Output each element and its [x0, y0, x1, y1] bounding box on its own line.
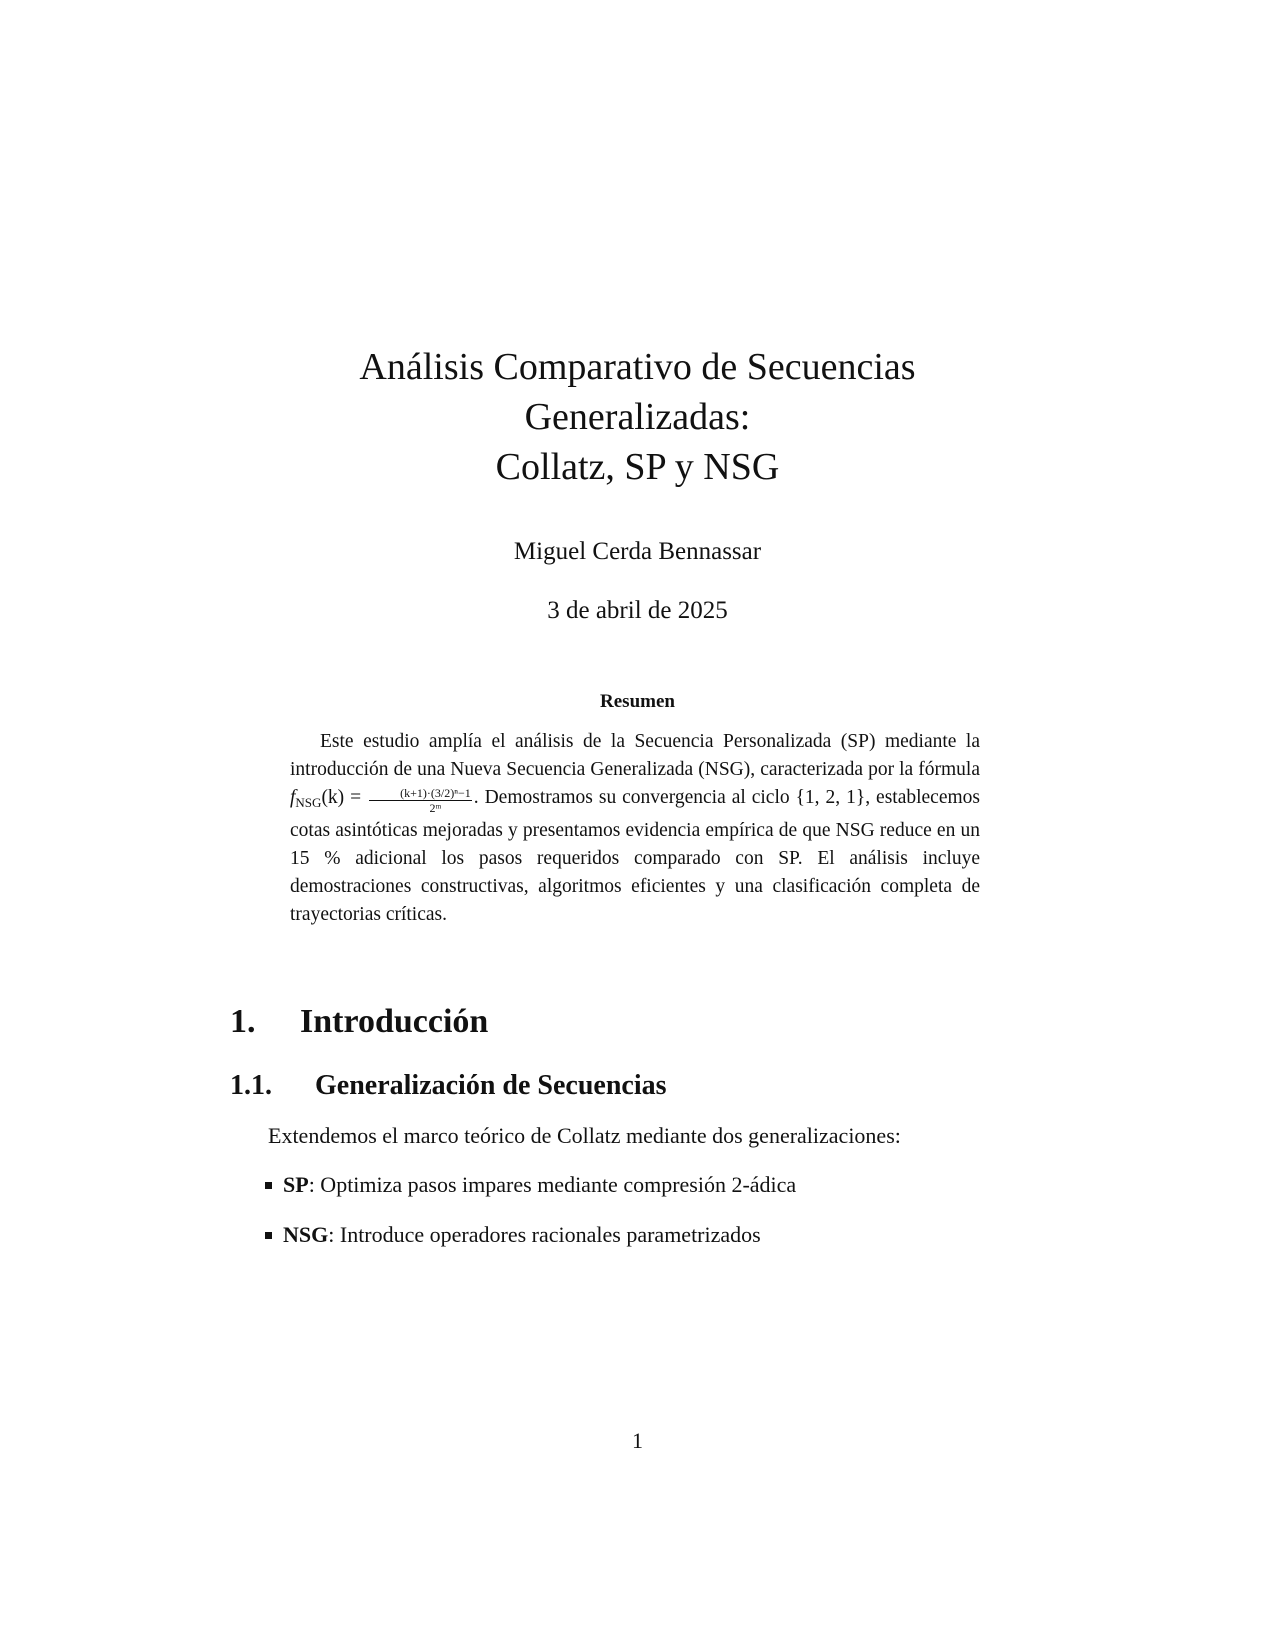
bullet-list — [265, 1172, 796, 1272]
section-number: 1. — [230, 1003, 256, 1040]
list-item-text: : Introduce operadores racionales parametrizados — [328, 1222, 761, 1247]
formula-subscript: NSG — [295, 795, 322, 810]
list-item-text: : Optimiza pasos impares mediante compresión 2-ádica — [308, 1172, 797, 1197]
formula-arg: (k) = — [321, 787, 362, 808]
page-number: 1 — [632, 1428, 643, 1453]
subsection-number: 1.1. — [230, 1070, 272, 1101]
bullet-square-icon — [265, 1232, 272, 1239]
list-item — [265, 1172, 796, 1222]
author: Miguel Cerda Bennassar — [513, 538, 762, 565]
abstract-body — [290, 728, 980, 929]
subsection-title: Generalización de Secuencias — [315, 1070, 667, 1101]
formula-numerator: (k+1)·(3/2)ⁿ−1 — [369, 786, 472, 801]
formula-denominator: 2ᵐ — [429, 801, 442, 815]
bullet-square-icon — [265, 1182, 272, 1189]
abstract-part-1: Este estudio amplía el análisis de la Secuencia Personalizada (SP) mediante la introducción de una Nueva Secuencia Generalizada (NSG), caracterizada por la fórmula — [290, 731, 980, 780]
title-line-1: Análisis Comparativo de Secuencias — [359, 346, 916, 388]
paper-title — [0, 342, 1275, 492]
list-item-term: NSG — [283, 1222, 329, 1247]
list-item — [265, 1222, 796, 1272]
formula-f: f — [290, 787, 296, 808]
section-title: Introducción — [300, 1003, 489, 1040]
abstract-heading: Resumen — [600, 691, 675, 712]
title-line-2: Generalizadas: — [524, 396, 751, 438]
title-line-3: Collatz, SP y NSG — [495, 446, 780, 488]
subsection-heading — [230, 1070, 667, 1102]
list-item-term: SP — [283, 1172, 309, 1197]
section-heading — [230, 1003, 488, 1041]
abstract-part-2: . Demostramos su convergencia al ciclo {1, 2, 1}, establecemos cotas asintóticas mejoradas y presentamos evidencia empírica de que NSG reduce en un 15 % adicional los pasos requeridos comparado con SP. El análisis incluye demostraciones constructivas, algoritmos eficientes y una clasificación completa de trayectorias críticas. — [290, 787, 980, 925]
date: 3 de abril de 2025 — [547, 597, 728, 624]
formula-fraction — [369, 786, 472, 815]
body-paragraph: Extendemos el marco teórico de Collatz mediante dos generalizaciones: — [268, 1123, 901, 1148]
